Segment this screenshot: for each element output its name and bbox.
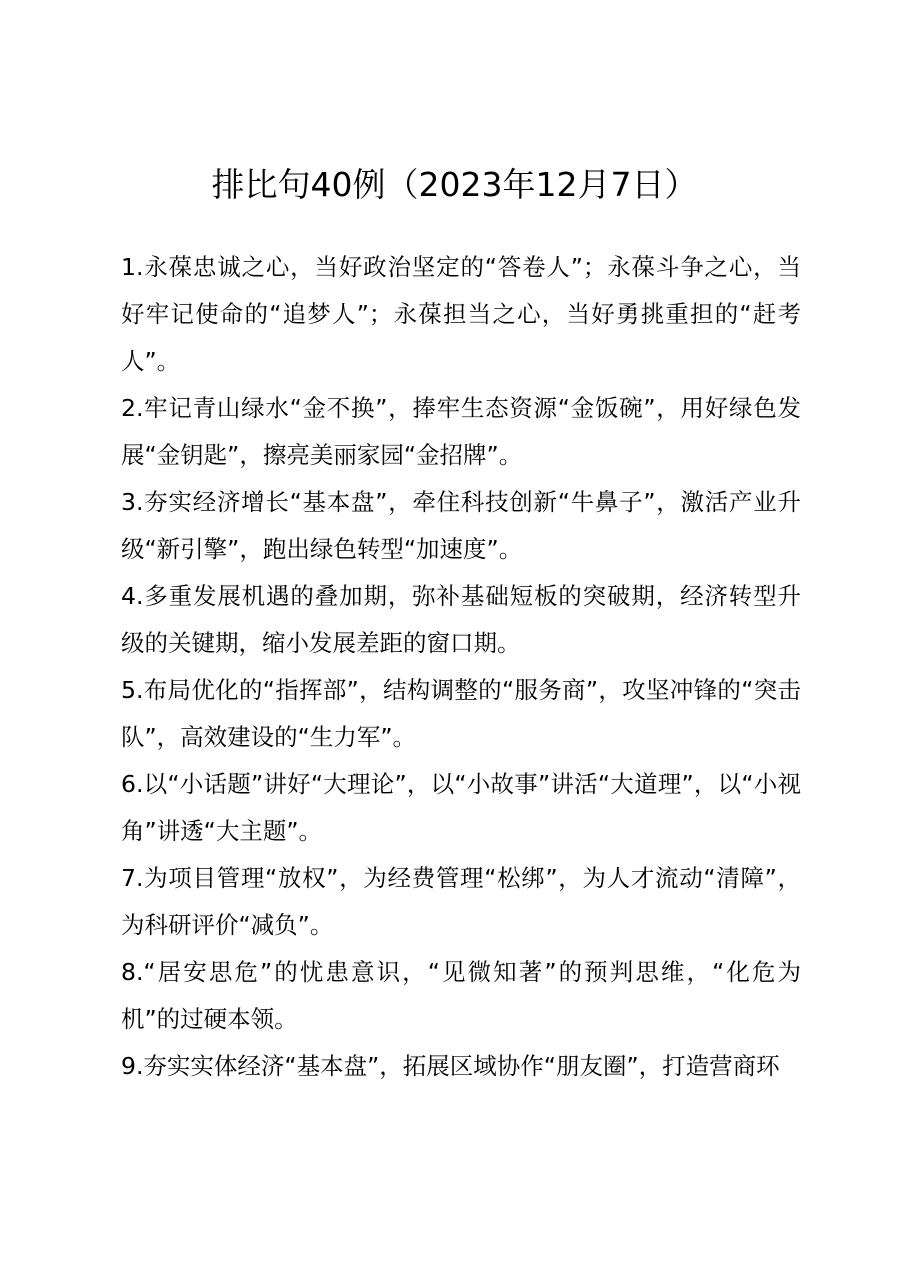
document-body	[121, 244, 801, 1124]
paragraph-1: 1.永葆忠诚之心，当好政治坚定的“答卷人”；永葆斗争之心，当好牢记使命的“追梦人”；永葆担当之心，当好勇挑重担的“赶考人”。	[121, 253, 801, 375]
paragraph-3: 3.夯实经济增长“基本盘”，牵住科技创新“牛鼻子”，激活产业升级“新引擎”，跑出绿色转型“加速度”。	[121, 488, 801, 563]
paragraph-7: 7.为项目管理“放权”，为经费管理“松绑”，为人才流动“清障”，为科研评价“减负”。	[121, 864, 801, 939]
document-title: 排比句40例（2023年12月7日）	[211, 165, 698, 204]
paragraph-5: 5.布局优化的“指挥部”，结构调整的“服务商”，攻坚冲锋的“突击队”，高效建设的“生力军”。	[121, 676, 801, 751]
paragraph-4: 4.多重发展机遇的叠加期，弥补基础短板的突破期，经济转型升级的关键期，缩小发展差距的窗口期。	[121, 582, 801, 657]
paragraph-8: 8.“居安思危”的忧患意识，“见微知著”的预判思维，“化危为机”的过硬本领。	[121, 958, 801, 1033]
paragraph-2: 2.牢记青山绿水“金不换”，捧牢生态资源“金饭碗”，用好绿色发展“金钥匙”，擦亮美丽家园“金招牌”。	[121, 394, 801, 469]
paragraph-6: 6.以“小话题”讲好“大理论”，以“小故事”讲活“大道理”，以“小视角”讲透“大主题”。	[121, 770, 801, 845]
paragraph-9: 9.夯实实体经济“基本盘”，拓展区域协作“朋友圈”，打造营商环	[121, 1052, 780, 1080]
